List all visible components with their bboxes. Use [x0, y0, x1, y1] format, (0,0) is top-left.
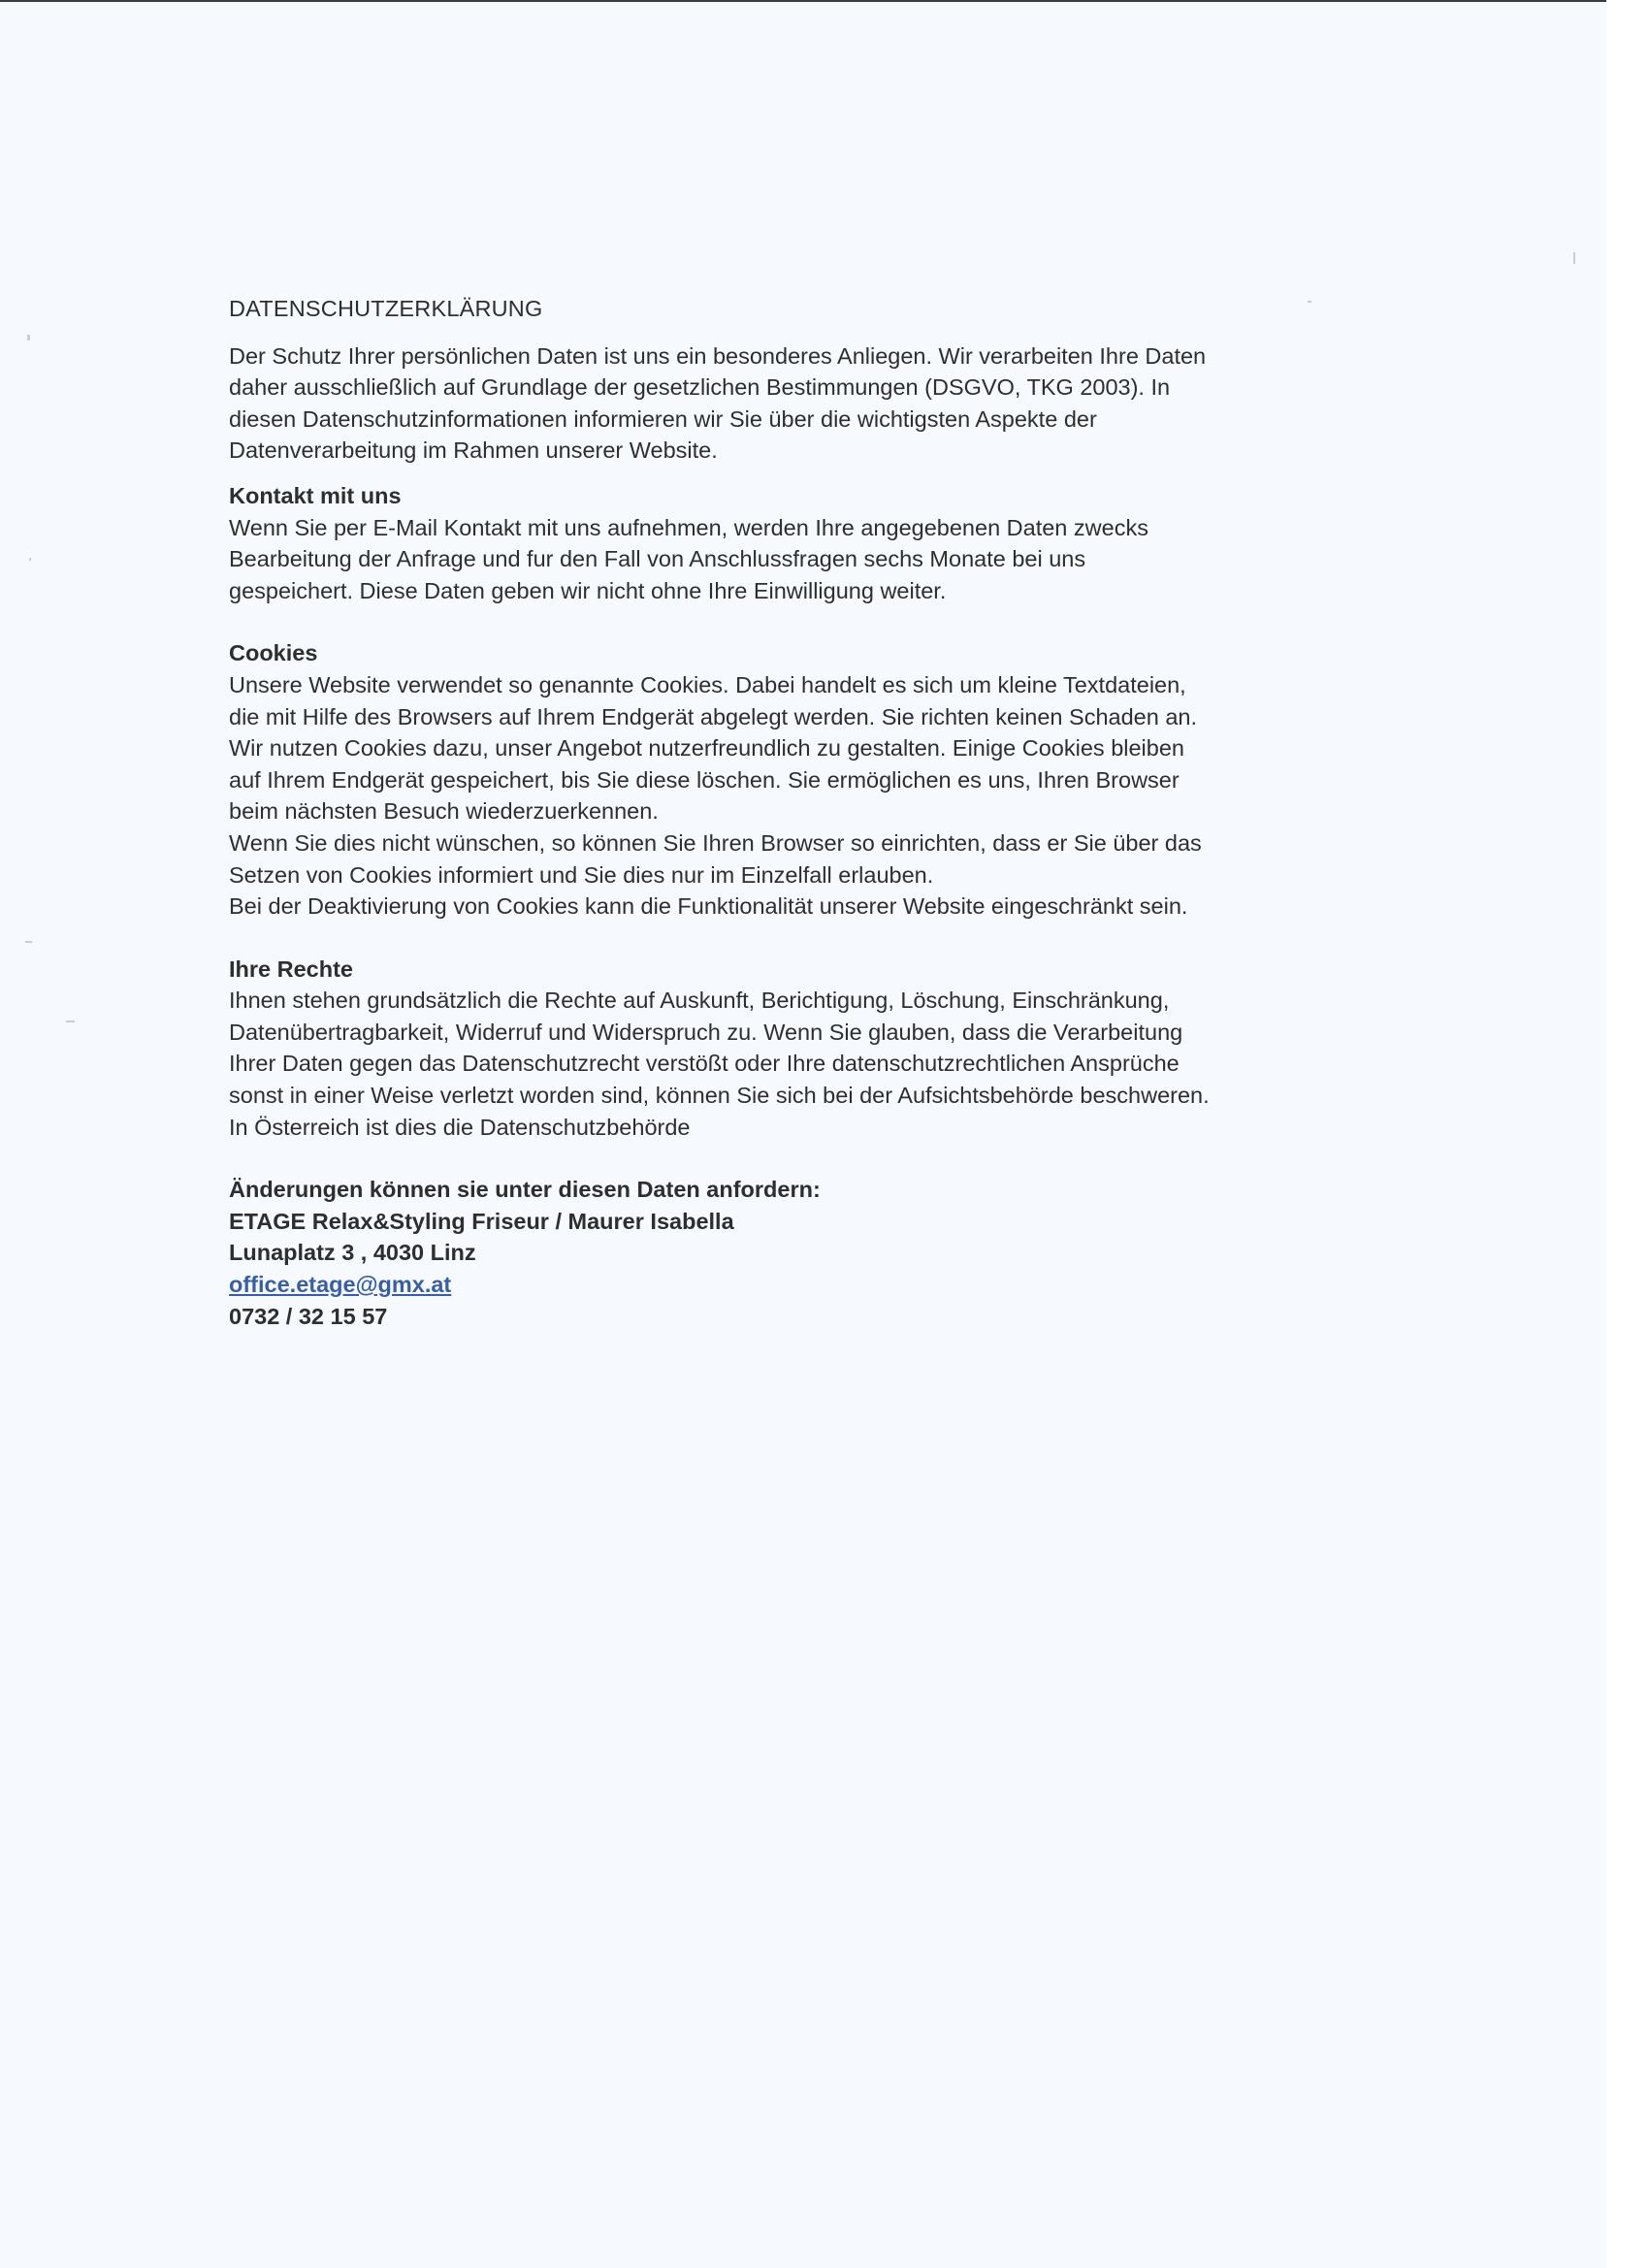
spacer: [229, 606, 1432, 637]
text-line: Der Schutz Ihrer persönlichen Daten ist uns ein besonderes Anliegen. Wir verarbeiten Ihre Daten: [229, 342, 1207, 369]
scan-margin: [1606, 0, 1649, 2268]
privacy-policy-document: [229, 293, 1432, 1332]
text-line: Ihrer Daten gegen das Datenschutzrecht verstößt oder Ihre datenschutzrechtlichen Ansprüche: [229, 1051, 1180, 1077]
text-line: Datenübertragbarkeit, Widerruf und Widerspruch zu. Wenn Sie glauben, dass die Verarbeitung: [229, 1019, 1183, 1045]
section-kontakt: [229, 480, 1432, 606]
text-line: daher ausschließlich auf Grundlage der gesetzlichen Bestimmungen (DSGVO, TKG 2003). In: [229, 374, 1171, 401]
contact-block: [229, 1174, 1432, 1332]
spacer: [229, 923, 1432, 954]
text-line: Wenn Sie per E-Mail Kontakt mit uns aufnehmen, werden Ihre angegebenen Daten zwecks: [229, 514, 1148, 540]
section-heading: Kontakt mit uns: [229, 482, 402, 508]
section-heading: Cookies: [229, 640, 318, 666]
text-line: In Österreich ist dies die Datenschutzbehörde: [229, 1114, 691, 1140]
business-name: ETAGE Relax&Styling Friseur / Maurer Isabella: [229, 1208, 734, 1234]
scan-speck: [1573, 252, 1575, 264]
scan-speck: [25, 941, 32, 943]
text-line: auf Ihrem Endgerät gespeichert, bis Sie diese löschen. Sie ermöglichen es uns, Ihren Browser: [229, 766, 1180, 793]
spacer: [229, 1143, 1432, 1174]
scan-speck: [66, 1021, 75, 1022]
contact-heading: Änderungen können sie unter diesen Daten anfordern:: [229, 1177, 821, 1203]
text-line: Setzen von Cookies informiert und Sie dies nur im Einzelfall erlauben.: [229, 861, 934, 888]
text-line: sonst in einer Weise verletzt worden sind, können Sie sich bei der Aufsichtsbehörde beschweren.: [229, 1083, 1210, 1109]
section-heading: Ihre Rechte: [229, 956, 353, 982]
scan-top-edge: [0, 0, 1606, 2]
text-line: Ihnen stehen grundsätzlich die Rechte auf Auskunft, Berichtigung, Löschung, Einschränkung,: [229, 988, 1170, 1014]
text-line: diesen Datenschutzinformationen informieren wir Sie über die wichtigsten Aspekte der: [229, 405, 1097, 432]
section-rechte: [229, 954, 1432, 1144]
business-address: Lunaplatz 3 , 4030 Linz: [229, 1240, 476, 1266]
text-line: beim nächsten Besuch wiederzuerkennen.: [229, 798, 659, 825]
intro-paragraph: [229, 340, 1432, 467]
section-cookies: [229, 637, 1432, 922]
text-line: die mit Hilfe des Browsers auf Ihrem Endgerät abgelegt werden. Sie richten keinen Schaden an.: [229, 703, 1198, 729]
text-line: Wenn Sie dies nicht wünschen, so können Sie Ihren Browser so einrichten, dass er Sie über das: [229, 829, 1202, 856]
scan-speck: [29, 558, 31, 561]
phone-number: 0732 / 32 15 57: [229, 1303, 388, 1329]
document-title: DATENSCHUTZERKLÄRUNG: [229, 296, 543, 321]
text-line: Datenverarbeitung im Rahmen unserer Website.: [229, 437, 718, 464]
spacer: [229, 467, 1432, 480]
text-line: Bearbeitung der Anfrage und fur den Fall von Anschlussfragen sechs Monate bei uns: [229, 546, 1086, 572]
text-line: gespeichert. Diese Daten geben wir nicht ohne Ihre Einwilligung weiter.: [229, 577, 947, 603]
text-line: Bei der Deaktivierung von Cookies kann die Funktionalität unserer Website eingeschränkt sein.: [229, 893, 1188, 920]
email-link[interactable]: office.etage@gmx.at: [229, 1272, 452, 1298]
text-line: Unsere Website verwendet so genannte Cookies. Dabei handelt es sich um kleine Textdateien,: [229, 671, 1186, 697]
text-line: Wir nutzen Cookies dazu, unser Angebot nutzerfreundlich zu gestalten. Einige Cookies bleiben: [229, 735, 1184, 761]
scan-speck: [27, 335, 30, 340]
